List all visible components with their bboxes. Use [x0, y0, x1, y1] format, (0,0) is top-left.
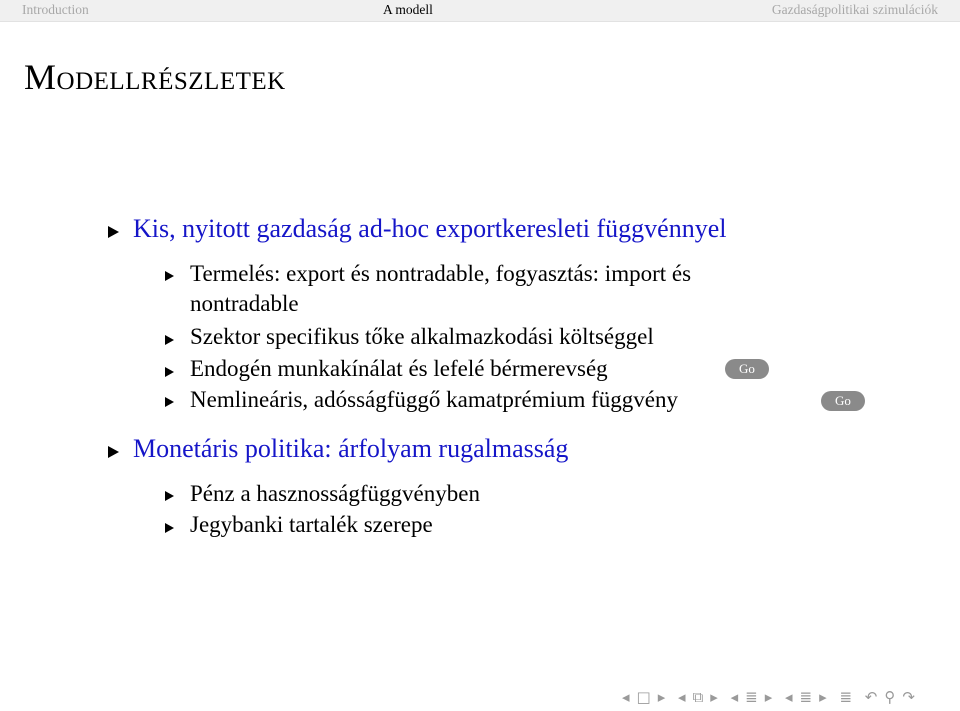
next-doc-icon[interactable]: ▸: [819, 688, 828, 706]
prev-section-icon[interactable]: ◂: [730, 688, 740, 706]
nav-section-gazdasagpolitikai[interactable]: Gazdaságpolitikai szimulációk: [771, 2, 938, 17]
subitem-1-1-continued: nontradable: [190, 291, 299, 316]
bullet-triangle-icon: [108, 446, 119, 458]
bullet-triangle-icon: [165, 271, 174, 281]
doc-icon[interactable]: ≣: [799, 688, 814, 706]
prev-doc-icon[interactable]: ◂: [785, 688, 794, 706]
frame-title: Modellrészletek: [24, 57, 286, 97]
subitem-2-1: Pénz a hasznosságfüggvényben: [190, 481, 480, 506]
item-2-label: Monetáris politika: árfolyam rugalmasság: [133, 434, 569, 463]
subitem-1-1: Termelés: export és nontradable, fogyasztás: import és: [190, 261, 692, 286]
bullet-triangle-icon: [165, 367, 174, 377]
subitem-1-4: Nemlineáris, adósságfüggő kamatprémium függvény: [190, 387, 678, 412]
item-1-label: Kis, nyitott gazdaság ad-hoc exportkeresleti függvénnyel: [133, 214, 727, 243]
prev-subsection-icon[interactable]: ◂: [678, 688, 687, 706]
section-icon[interactable]: ≣: [745, 688, 759, 706]
undo-icon[interactable]: ↶: [864, 688, 879, 706]
nav-section-a-modell[interactable]: A modell: [383, 2, 433, 17]
bullet-triangle-icon: [165, 335, 174, 345]
redo-icon[interactable]: ↷: [902, 688, 916, 706]
next-frame-icon[interactable]: ▸: [657, 688, 667, 706]
next-section-icon[interactable]: ▸: [764, 688, 774, 706]
nav-section-introduction[interactable]: Introduction: [22, 2, 89, 17]
bullet-triangle-icon: [165, 491, 174, 501]
beamer-headline: [0, 0, 960, 22]
prev-frame-icon[interactable]: ◂: [622, 688, 631, 706]
subitem-2-2: Jegybanki tartalék szerepe: [190, 512, 433, 537]
subitem-1-3: Endogén munkakínálat és lefelé bérmerevség: [190, 356, 608, 381]
bullet-triangle-icon: [108, 226, 119, 238]
navigation-symbols: [622, 688, 922, 706]
bullet-triangle-icon: [165, 397, 174, 407]
subsection-icon[interactable]: ⧉: [692, 688, 705, 706]
go-button[interactable]: Go: [725, 359, 769, 379]
next-subsection-icon[interactable]: ▸: [710, 688, 719, 706]
frame-icon[interactable]: □: [636, 688, 652, 706]
go-button[interactable]: Go: [821, 391, 865, 411]
align-icon[interactable]: ≣: [839, 688, 854, 706]
search-icon[interactable]: ⚲: [884, 688, 897, 706]
bullet-triangle-icon: [165, 523, 174, 533]
subitem-1-2: Szektor specifikus tőke alkalmazkodási költséggel: [190, 324, 654, 349]
